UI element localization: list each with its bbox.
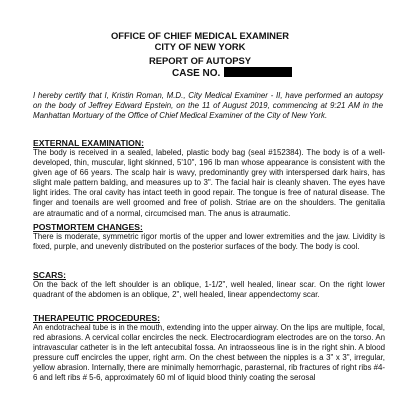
- therapeutic-procedures-text: An endotracheal tube is in the mouth, extending into the upper airway. On the lips are multiple, focal, red abrasions. A cervical collar encircles the neck. Electrocardiogram electrodes are on the torso. An intravascular catheter is in the left antecubital fossa. An intraosseous line is in the right shin. A blood pressure cuff encircles the upper, right arm. On the chest between the nipples is a 3" x 3", irregular, yellow abrasion. Internally, there are minimally hemorrhagic, parasternal, rib fractures of right ribs #4-6 and left ribs # 5-6, approximately 60 ml of liquid blood thinly coating the serosal: [33, 323, 386, 383]
- case-number-label: CASE NO.: [172, 68, 221, 79]
- postmortem-changes-heading: POSTMORTEM CHANGES:: [33, 222, 143, 232]
- external-examination-heading: EXTERNAL EXAMINATION:: [33, 138, 144, 148]
- case-number-line: [172, 67, 292, 80]
- report-title: REPORT OF AUTOPSY: [148, 55, 252, 66]
- city-title: CITY OF NEW YORK: [154, 41, 246, 52]
- external-examination-text: The body is received in a sealed, labeled, plastic body bag (seal #152384). The body is of a well-developed, thin, muscular, light skinned, 5'10", 196 lb man whose appearance is consistent with the given age of 66 years. The scalp hair is wavy, predominantly grey with interspersed dark hairs, has slight male pattern balding, and measures up to 3". The facial hair is cleanly shaven. The eyes have light irides. The oral cavity has intact teeth in good repair. The tongue is free of natural disease. The finger and toenails are well groomed and free of polish. Striae are on the shoulders. The genitalia are atraumatic and of a normal, circumcised man. The anus is atraumatic.: [33, 148, 385, 218]
- certification-paragraph: I hereby certify that I, Kristin Roman, M.D., City Medical Examiner - II, have performed an autopsy on the body of Jeffrey Edward Epstein, on the 11 of August 2019, commencing at 9:21 AM in the Manhattan Mortuary of the Office of Chief Medical Examiner of the City of New York.: [33, 91, 383, 121]
- scars-heading: SCARS:: [33, 270, 66, 280]
- case-number-redaction: [224, 67, 292, 77]
- therapeutic-procedures-heading: THERAPEUTIC PROCEDURES:: [33, 313, 161, 323]
- scars-text: On the back of the left shoulder is an oblique, 1-1/2", well healed, linear scar. On the right lower quadrant of the abdomen is an oblique, 2", well healed, linear appendectomy scar.: [33, 280, 385, 300]
- postmortem-changes-text: There is moderate, symmetric rigor mortis of the upper and lower extremities and the jaw. Lividity is fixed, purple, and unevenly distributed on the posterior surfaces of the body. The body is cool.: [33, 232, 385, 252]
- office-title: OFFICE OF CHIEF MEDICAL EXAMINER: [111, 30, 289, 41]
